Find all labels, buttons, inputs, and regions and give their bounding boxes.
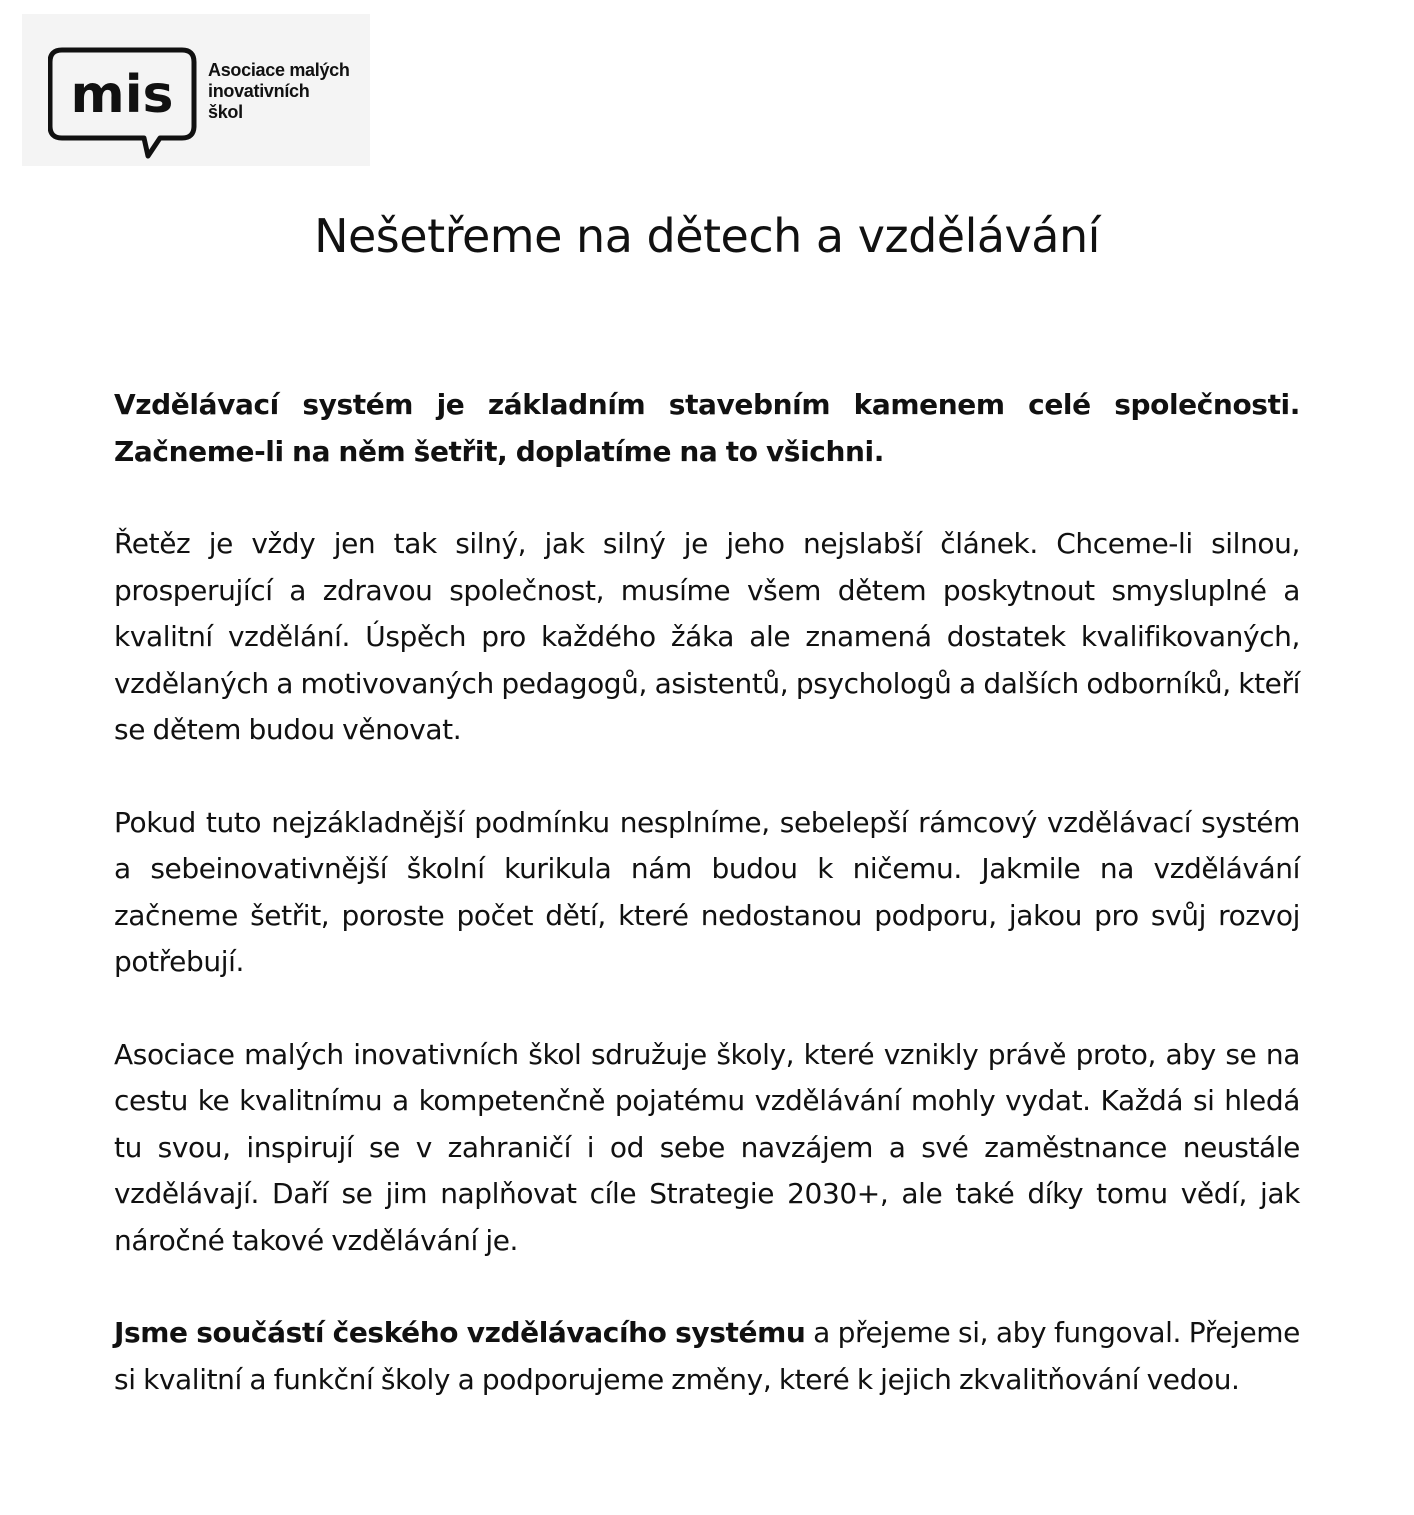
logo: [22, 14, 370, 166]
paragraph-1: Řetěz je vždy jen tak silný, jak silný je jeho nejslabší článek. Chceme-li silnou, prosperující a zdravou společnost, musíme všem dětem poskytnout smysluplné a kvalitní vzdělání. Úspěch pro každého žáka ale znamená dostatek kvalifikovaných, vzdělaných a motivovaných pedagogů, asistentů, psychologů a dalších odborníků, kteří se dětem budou věnovat.: [114, 527, 1300, 746]
logo-mark: mis: [70, 65, 174, 125]
logo-wordmark: [208, 60, 350, 123]
paragraph-2: Pokud tuto nejzákladnější podmínku nesplníme, sebelepší rámcový vzdělávací systém a sebeinovativnější školní kurikula nám budou k ničemu. Jakmile na vzdělávání začneme šetřit, poroste počet dětí, které nedostanou podporu, jakou pro svůj rozvoj potřebují.: [114, 805, 1300, 978]
paragraph-4-text: a přejeme si, aby fungoval. Přejeme si kvalitní a funkční školy a podporujeme změny, které k jejich zkvalitňování vedou.: [114, 1316, 1300, 1396]
paragraph-4-emphasis: Jsme součástí českého vzdělávacího systému: [114, 1316, 806, 1349]
lead-paragraph: Vzdělávací systém je základním stavebním kamenem celé společnosti. Začneme-li na něm šetřit, doplatíme na to všichni.: [114, 388, 1300, 468]
paragraph-3: Asociace malých inovativních škol sdružuje školy, které vznikly právě proto, aby se na cestu ke kvalitnímu a kompetenčně pojatému vzdělávání mohly vydat. Každá si hledá tu svou, inspirují se v zahraničí i od sebe navzájem a své zaměstnance neustále vzdělávají. Daří se jim naplňovat cíle Strategie 2030+, ale také díky tomu vědí, jak náročné takové vzdělávání je.: [114, 1037, 1300, 1257]
speech-bubble-logo-icon: [48, 46, 198, 162]
logo-line-1: Asociace malých: [208, 60, 350, 80]
document-body: [114, 382, 1300, 1449]
logo-line-3: škol: [208, 102, 243, 122]
logo-line-2: inovativních: [208, 81, 310, 101]
page-title: Nešetřeme na dětech a vzdělávání: [314, 209, 1100, 263]
paragraph-4: [114, 1310, 1300, 1403]
